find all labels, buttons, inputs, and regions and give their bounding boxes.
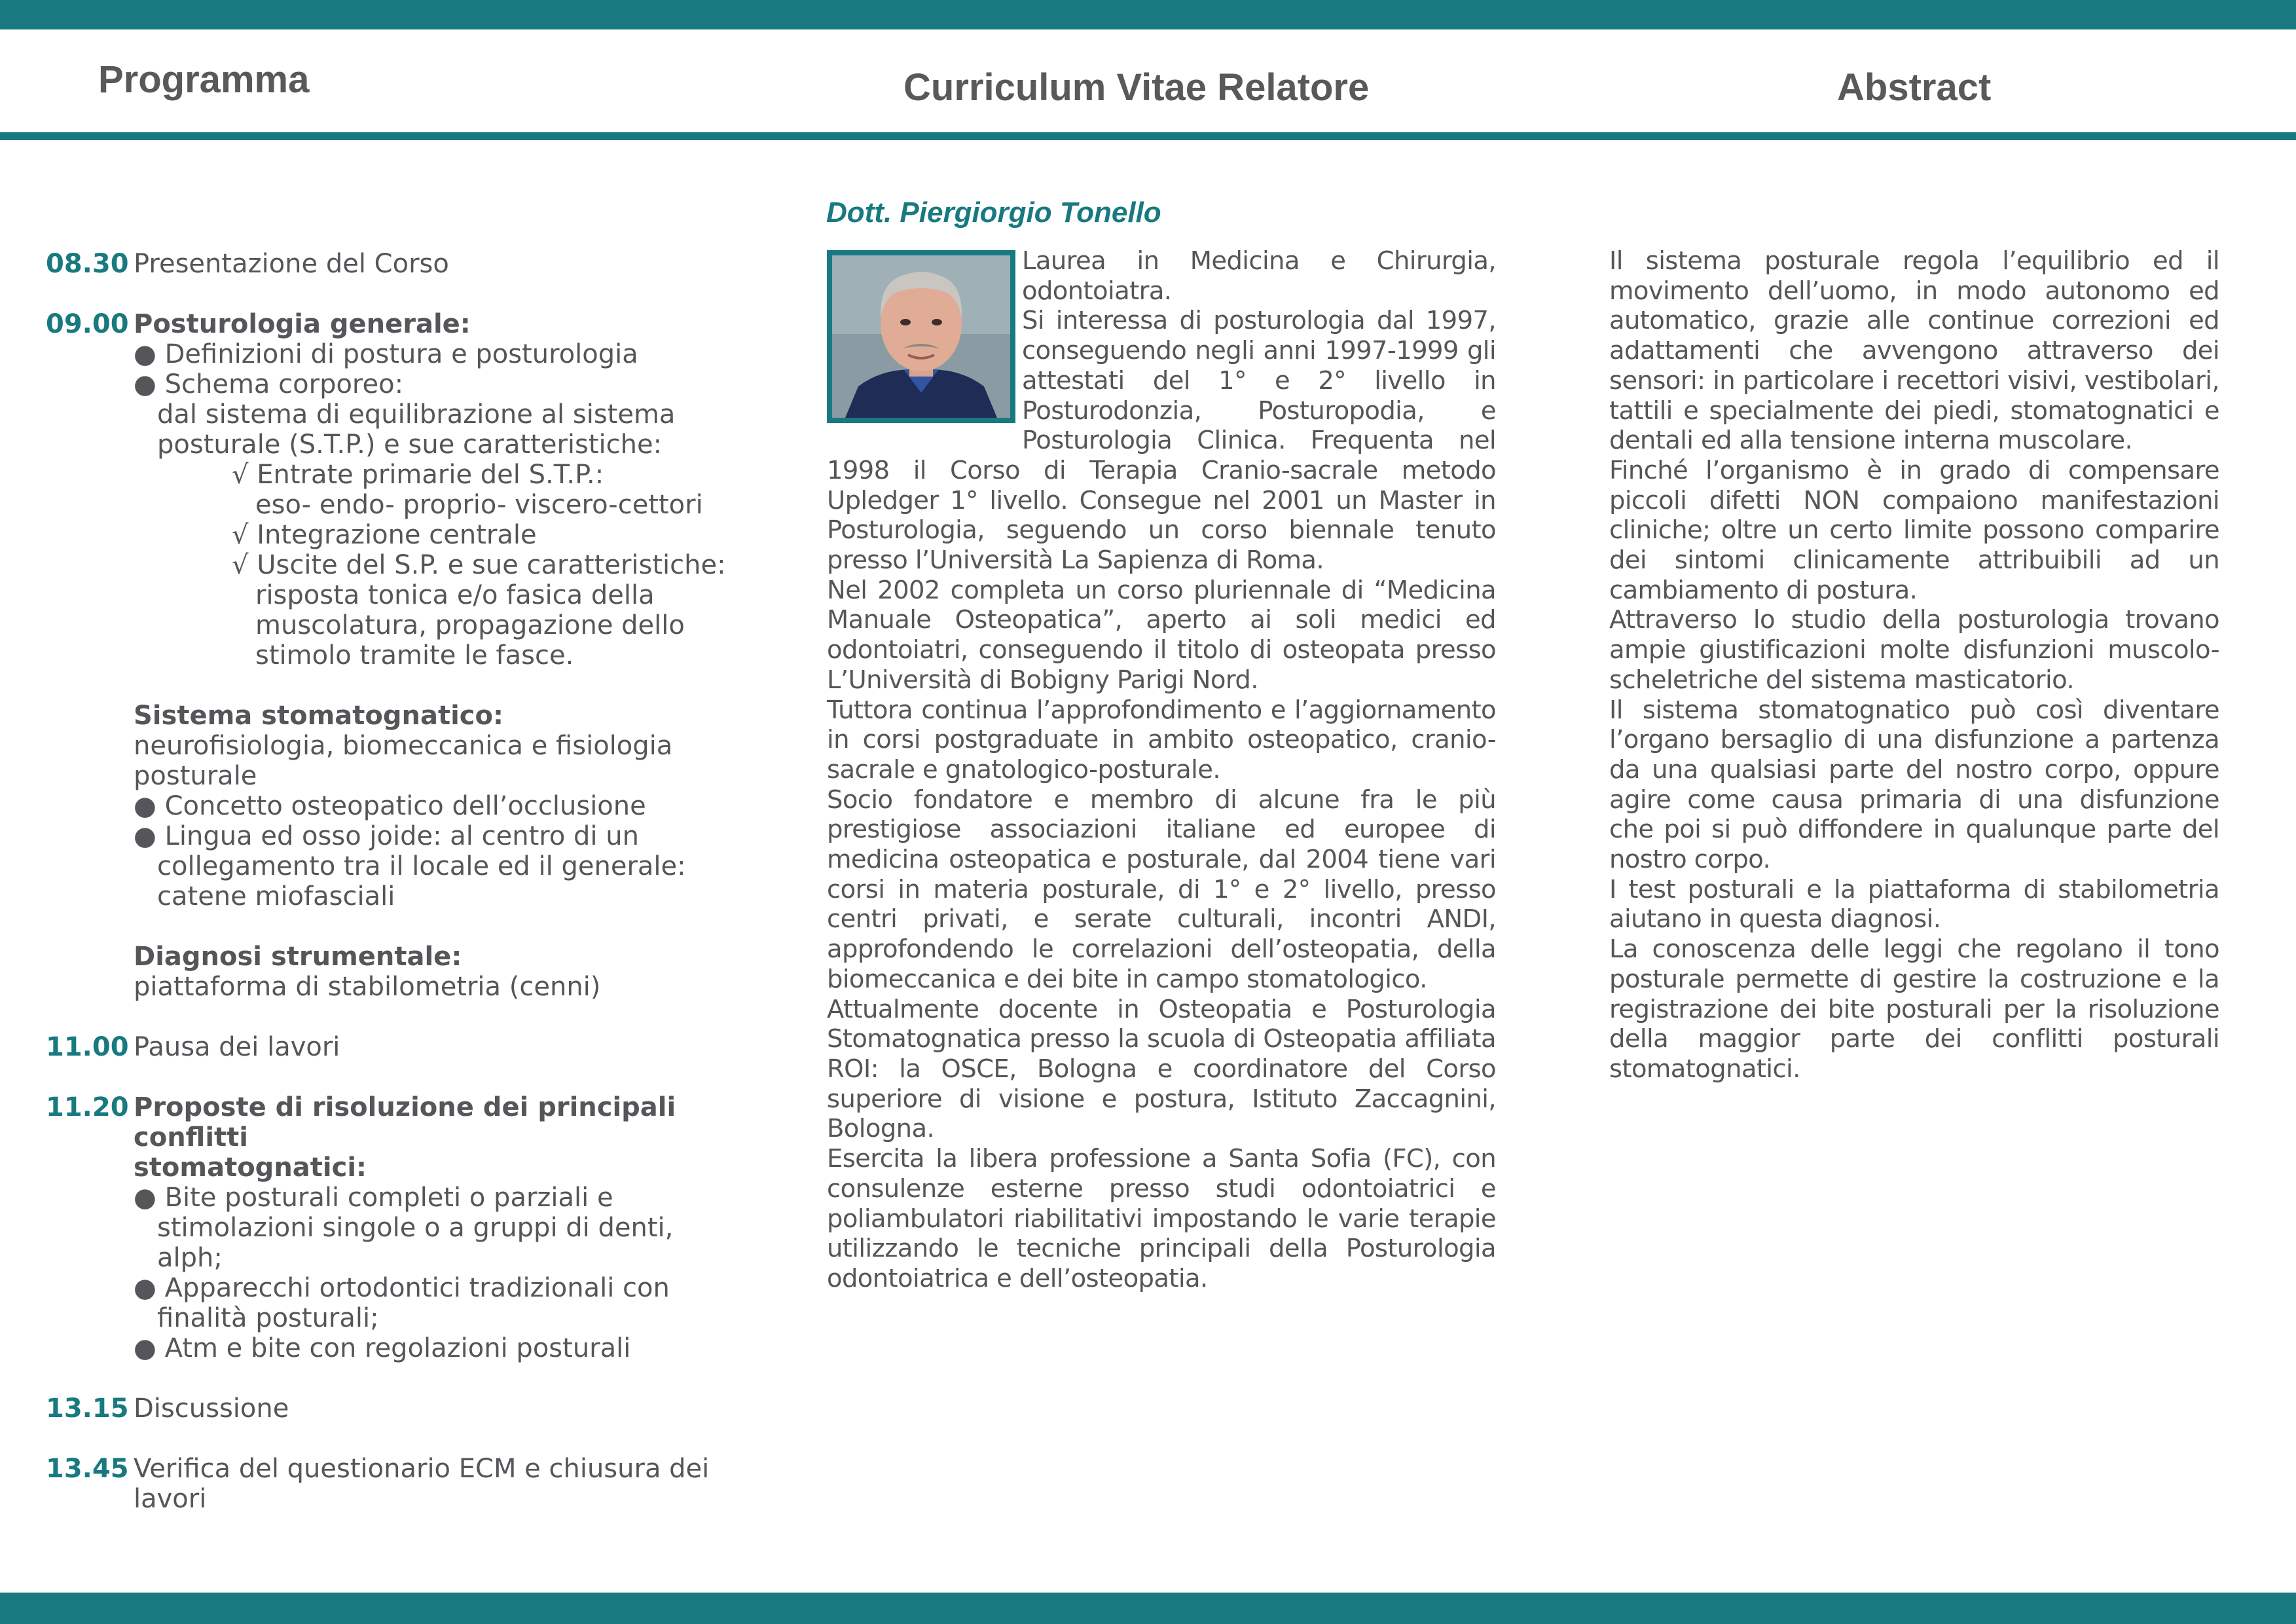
schedule-item <box>46 1032 740 1062</box>
bullet-continuation: stimolazioni singole o a gruppi di denti, <box>157 1213 674 1243</box>
programma-column <box>46 249 740 1544</box>
session-text: posturale <box>134 761 257 791</box>
schedule-time: 11.20 <box>46 1092 129 1122</box>
schedule-item <box>46 1393 740 1424</box>
schedule-body <box>134 309 740 1002</box>
schedule-item <box>46 1454 740 1514</box>
session-title: Proposte di risoluzione dei principali conflitti <box>134 1092 676 1153</box>
abstract-paragraph: Finché l’organismo è in grado di compensare piccoli difetti NON compaiono manifestazioni cliniche; oltre un certo limite possono comparire dei sintomi clinicamente attribuibili ad un cambiamento di postura. <box>1609 455 2219 605</box>
top-band <box>0 0 2296 29</box>
cv-paragraph: Laurea in Medicina e Chirurgia, odontoiatra. <box>1022 246 1496 306</box>
speaker-portrait <box>832 255 1010 418</box>
cv-paragraph: Si interessa di posturologia dal 1997, conseguendo negli anni 1997-1999 gli attestati del 1° e 2° livello in Posturodonzia, Posturopodia, e Posturologia Clinica. Frequenta nel 1998 il Corso di Terapia Cranio-sacrale metodo Upledger 1° livello. Consegue nel 2001 un Master in Posturologia, seguendo un corso biennale tenuto presso l’Università La Sapienza di Roma. <box>827 306 1496 576</box>
schedule-text: lavori <box>134 1484 207 1514</box>
abstract-text <box>1609 246 2219 1084</box>
abstract-paragraph: I test posturali e la piattaforma di stabilometria aiutano in questa diagnosi. <box>1609 874 2219 934</box>
cv-paragraph: Nel 2002 completa un corso pluriennale di “Medicina Manuale Osteopatica”, aperto ai soli medici ed odontoiatri, conseguendo il titolo di osteopata presso L’Università di Bobigny Parigi Nord. <box>827 575 1496 695</box>
session-title: Sistema stomatognatico: <box>134 701 503 731</box>
schedule-item <box>46 1092 740 1363</box>
bullet-item: ● Definizioni di postura e posturologia <box>134 339 638 369</box>
schedule-body <box>134 1092 740 1363</box>
check-continuation: risposta tonica e/o fasica della <box>255 580 655 610</box>
cv-paragraph: Tuttora continua l’approfondimento e l’aggiornamento in corsi postgraduate in ambito osteopatico, cranio-sacrale e gnatologico-posturale. <box>827 695 1496 784</box>
bullet-item: ● Schema corporeo: <box>134 369 404 399</box>
bullet-continuation: dal sistema di equilibrazione al sistema <box>157 399 676 430</box>
abstract-paragraph: Attraverso lo studio della posturologia trovano ampie giustificazioni molte disfunzioni muscolo-scheletriche del sistema masticatorio. <box>1609 605 2219 695</box>
schedule-text: Presentazione del Corso <box>134 249 449 279</box>
schedule-time: 09.00 <box>46 309 129 339</box>
abstract-paragraph: Il sistema posturale regola l’equilibrio ed il movimento dell’uomo, in modo autonomo ed automatico, grazie alle continue correzioni ed adattamenti che avvengono attraverso dei sensori: in particolare i recettori visivi, vestibolari, tattili e specialmente dei piedi, stomatognatici e dentali ed alla tensione interna muscolare. <box>1609 246 2219 456</box>
check-continuation: muscolatura, propagazione dello <box>255 610 685 640</box>
bullet-continuation: catene miofasciali <box>157 881 395 912</box>
bottom-band <box>0 1593 2296 1624</box>
bullet-continuation: collegamento tra il locale ed il generale: <box>157 851 686 881</box>
speaker-name: Dott. Piergiorgio Tonello <box>826 196 1161 229</box>
schedule-text: Verifica del questionario ECM e chiusura dei <box>134 1454 710 1484</box>
header-rule <box>0 132 2296 140</box>
session-text: piattaforma di stabilometria (cenni) <box>134 972 601 1002</box>
check-item: √ Uscite del S.P. e sue caratteristiche: <box>232 550 726 580</box>
schedule-text: Pausa dei lavori <box>134 1032 340 1062</box>
bullet-item: ● Apparecchi ortodontici tradizionali con <box>134 1273 670 1303</box>
abstract-paragraph: La conoscenza delle leggi che regolano il tono posturale permette di gestire la costruzione e la registrazione dei bite posturali per la risoluzione della maggior parte dei conflitti posturali stomatognatici. <box>1609 934 2219 1084</box>
session-title: stomatognatici: <box>134 1153 367 1183</box>
schedule-body <box>134 1454 740 1514</box>
bullet-item: ● Atm e bite con regolazioni posturali <box>134 1333 631 1363</box>
abstract-paragraph: Il sistema stomatognatico può così diventare l’organo bersaglio di una disfunzione a partenza da una qualsiasi parte del nostro corpo, oppure agire come causa primaria di una disfunzione che poi si può diffondere in qualunque parte del nostro corpo. <box>1609 695 2219 875</box>
schedule-time: 13.45 <box>46 1454 129 1484</box>
check-continuation: eso- endo- proprio- viscero-cettori <box>255 490 703 520</box>
bullet-item: ● Bite posturali completi o parziali e <box>134 1183 613 1213</box>
cv-heading: Curriculum Vitae Relatore <box>903 66 1370 109</box>
session-text: neurofisiologia, biomeccanica e fisiologia <box>134 731 673 761</box>
cv-paragraph: Socio fondatore e membro di alcune fra le più prestigiose associazioni italiane ed europee di medicina osteopatica e posturale, dal 2004 tiene vari corsi in materia posturale, di 1° e 2° livello, presso centri privati, e serate culturali, incontri ANDI, approfondendo le correlazioni dell’osteopatia, della biomeccanica e dei bite in campo stomatologico. <box>827 784 1496 994</box>
speaker-photo <box>827 250 1015 423</box>
programma-heading: Programma <box>98 58 310 101</box>
cv-paragraph: Attualmente docente in Osteopatia e Posturologia Stomatognatica presso la scuola di Osteopatia affiliata ROI: la OSCE, Bologna e coordinatore del Corso superiore di visione e postura, Istituto Zaccagnini, Bologna. <box>827 994 1496 1144</box>
abstract-heading: Abstract <box>1837 66 1992 109</box>
schedule-time: 11.00 <box>46 1032 129 1062</box>
bullet-continuation: finalità posturali; <box>157 1303 379 1333</box>
bullet-continuation: posturale (S.T.P.) e sue caratteristiche: <box>157 430 663 460</box>
schedule-item <box>46 309 740 1002</box>
check-item: √ Entrate primarie del S.T.P.: <box>232 460 604 490</box>
schedule-time: 08.30 <box>46 249 129 279</box>
bullet-item: ● Lingua ed osso joide: al centro di un <box>134 821 639 851</box>
session-title: Diagnosi strumentale: <box>134 942 462 972</box>
bullet-item: ● Concetto osteopatico dell’occlusione <box>134 791 646 821</box>
schedule-text: Discussione <box>134 1393 289 1424</box>
schedule-time: 13.15 <box>46 1393 129 1424</box>
bullet-continuation: alph; <box>157 1243 223 1273</box>
schedule-item <box>46 249 740 279</box>
check-item: √ Integrazione centrale <box>232 520 537 550</box>
session-title: Posturologia generale: <box>134 309 471 339</box>
cv-text <box>827 246 1496 1294</box>
cv-paragraph: Esercita la libera professione a Santa Sofia (FC), con consulenze esterne presso studi odontoiatrici e poliambulatori riabilitativi impostando le varie terapie utilizzando le tecniche principali della Posturologia odontoiatrica e dell’osteopatia. <box>827 1144 1496 1293</box>
check-continuation: stimolo tramite le fasce. <box>255 640 574 671</box>
